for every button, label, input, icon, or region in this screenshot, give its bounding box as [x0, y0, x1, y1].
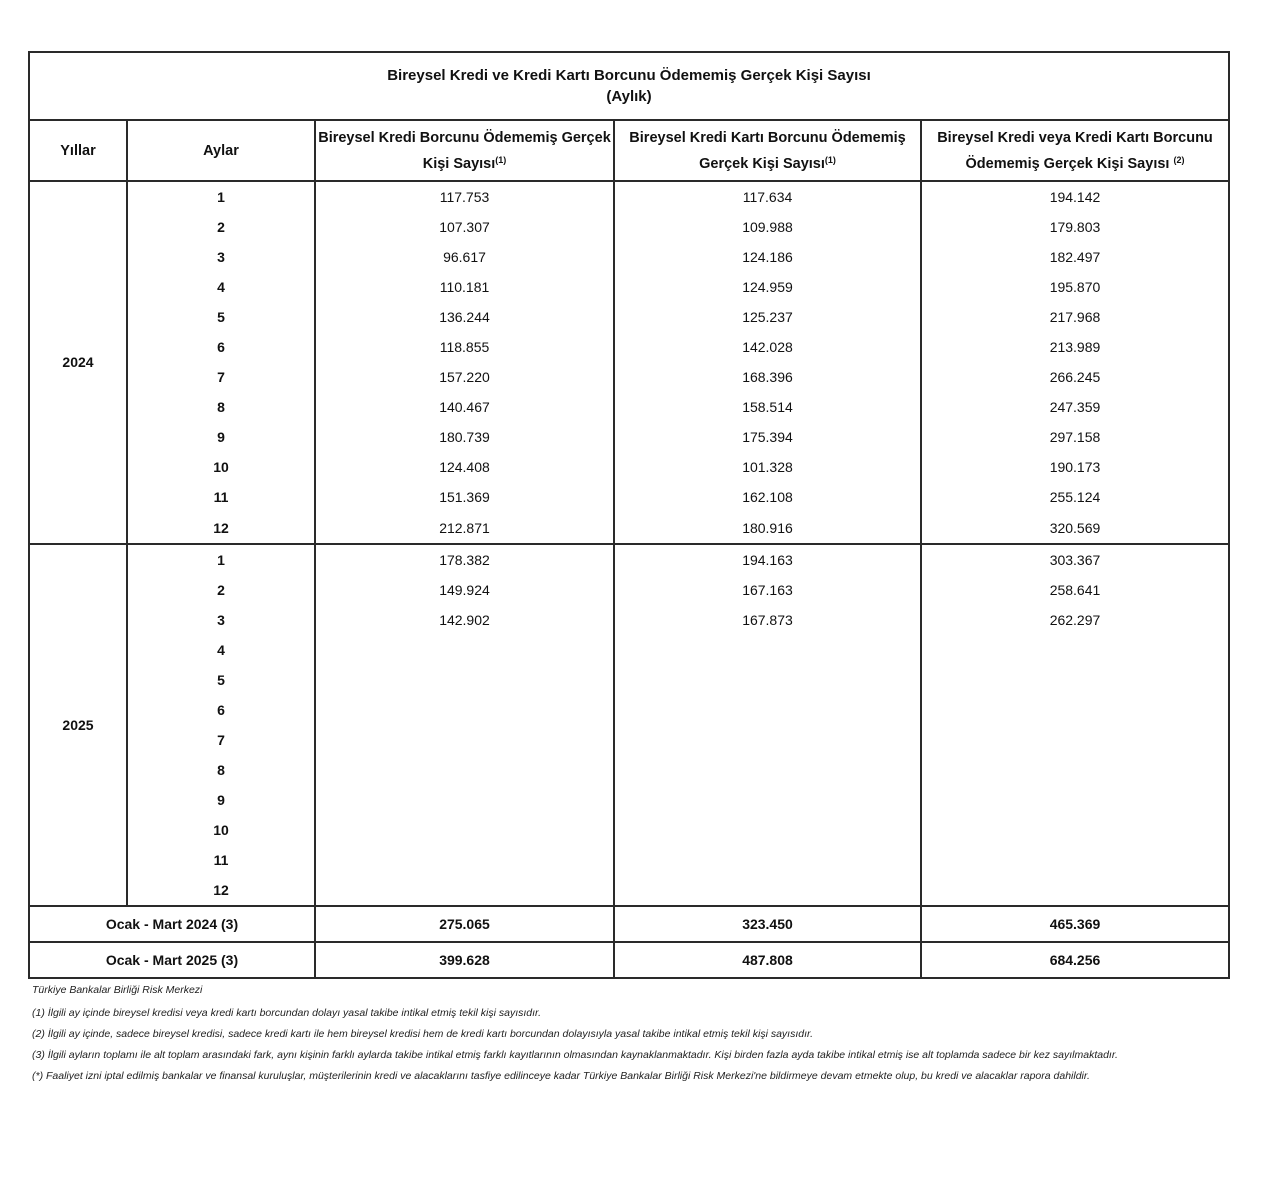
table-cell: 297.158	[1049, 429, 1101, 446]
table-cell: 195.870	[1049, 279, 1101, 296]
total-value: 465.369	[921, 906, 1229, 942]
table-cell: 258.641	[1049, 581, 1101, 598]
month-column	[127, 544, 315, 907]
table-cell: 217.968	[1049, 309, 1101, 326]
table-cell: 124.408	[439, 459, 490, 476]
month-number: 6	[217, 339, 225, 356]
table-cell: 213.989	[1049, 339, 1101, 356]
total-value: 275.065	[315, 906, 614, 942]
total-value: 487.808	[614, 942, 921, 978]
total-value: 399.628	[315, 942, 614, 978]
table-cell: 118.855	[439, 339, 490, 356]
month-number: 3	[217, 249, 225, 266]
table-cell	[922, 635, 1228, 665]
month-number: 1	[217, 189, 225, 205]
table-title-cell	[29, 52, 1229, 120]
total-label: Ocak - Mart 2024 (3)	[29, 906, 315, 942]
month-number: 8	[217, 761, 225, 778]
source-note: Türkiye Bankalar Birliği Risk Merkezi	[32, 984, 203, 996]
value-column-c3	[921, 544, 1229, 907]
header-years: Yıllar	[29, 120, 127, 181]
table-cell	[316, 845, 613, 875]
value-column-c1	[315, 181, 614, 544]
header-col1-footnote: (1)	[495, 154, 507, 165]
header-col2-footnote: (1)	[824, 154, 836, 165]
table-cell: 303.367	[1049, 551, 1101, 568]
value-column-c2	[614, 181, 921, 544]
table-cell	[615, 635, 920, 665]
table-cell: 149.924	[439, 581, 490, 598]
table-cell: 266.245	[1049, 369, 1101, 386]
header-col2-label: Bireysel Kredi Kartı Borcunu Ödememiş Gerçek Kişi Sayısı	[629, 129, 906, 172]
month-number: 5	[217, 671, 225, 688]
table-cell: 124.959	[742, 279, 793, 296]
total-value: 323.450	[614, 906, 921, 942]
table-cell: 158.514	[742, 399, 793, 416]
month-number: 4	[217, 641, 225, 658]
year-label: 2024	[29, 181, 127, 544]
table-cell: 157.220	[439, 369, 490, 386]
table-cell: 142.902	[439, 611, 490, 628]
table-cell: 180.916	[742, 519, 793, 536]
table-cell: 175.394	[742, 429, 793, 446]
table-cell	[316, 665, 613, 695]
month-number: 6	[217, 701, 225, 718]
value-column-c1	[315, 544, 614, 907]
table-cell: 117.634	[742, 189, 793, 205]
footnote-2: (2) İlgili ay içinde, sadece bireysel kredisi, sadece kredi kartı ile hem bireysel kredisi hem de kredi kartı borcundan dolayısıyla yasal takibe intikal etmiş tekil kişi sayısıdır.	[32, 1028, 814, 1040]
table-cell	[615, 815, 920, 845]
table-cell	[316, 635, 613, 665]
table-cell: 194.142	[1049, 189, 1101, 205]
header-col1	[315, 120, 614, 181]
month-number: 9	[217, 429, 225, 446]
table-cell	[316, 815, 613, 845]
table-title: Bireysel Kredi ve Kredi Kartı Borcunu Ödememiş Gerçek Kişi Sayısı	[387, 67, 871, 84]
table-cell	[922, 665, 1228, 695]
table-cell	[615, 875, 920, 905]
table-cell: 255.124	[1049, 489, 1101, 506]
table-cell	[922, 725, 1228, 755]
table-subtitle: (Aylık)	[606, 88, 652, 105]
table-cell: 212.871	[439, 519, 490, 536]
table-cell: 142.028	[742, 339, 793, 356]
footnote-4: (*) Faaliyet izni iptal edilmiş bankalar ve finansal kuruluşlar, müşterilerinin kredi ve alacaklarını tasfiye edilinceye kadar Türkiye Bankalar Birliği Risk Merkezi'ne bildirmeye devam etmekte olup, bu kredi ve alacaklar rapora dahildir.	[32, 1070, 1090, 1082]
total-row	[29, 906, 1229, 942]
value-column-c2	[614, 544, 921, 907]
table-cell: 151.369	[439, 489, 490, 506]
header-months: Aylar	[127, 120, 315, 181]
table-cell	[922, 755, 1228, 785]
table-cell: 190.173	[1049, 459, 1101, 476]
table-cell	[316, 785, 613, 815]
month-number: 11	[213, 852, 229, 869]
table-cell: 124.186	[742, 249, 793, 266]
header-col2	[614, 120, 921, 181]
header-col1-label: Bireysel Kredi Borcunu Ödememiş Gerçek Kişi Sayısı	[318, 129, 611, 172]
table-cell: 262.297	[1049, 611, 1101, 628]
table-cell: 320.569	[1049, 519, 1101, 536]
month-column	[127, 181, 315, 544]
total-row	[29, 942, 1229, 978]
table-cell	[615, 725, 920, 755]
table-cell	[615, 755, 920, 785]
month-number: 2	[217, 581, 225, 598]
table-cell: 178.382	[439, 551, 490, 568]
table-cell	[922, 815, 1228, 845]
table-cell: 110.181	[439, 279, 490, 296]
data-table	[28, 51, 1230, 979]
table-cell: 125.237	[742, 309, 793, 326]
table-cell: 168.396	[742, 369, 793, 386]
table-cell: 140.467	[439, 399, 490, 416]
table-cell: 117.753	[439, 189, 490, 205]
footnote-3: (3) İlgili ayların toplamı ile alt toplam arasındaki fark, aynı kişinin farklı aylarda takibe intikal etmiş farklı kayıtlarının olmasından kaynaklanmaktadır. Kişi birden fazla ayda takibe intikal etmiş ise alt toplamda sadece bir kez sayılmaktadır.	[32, 1049, 1118, 1061]
table-cell: 180.739	[439, 429, 490, 446]
table-cell: 167.163	[742, 581, 793, 598]
month-number: 9	[217, 791, 225, 808]
total-label: Ocak - Mart 2025 (3)	[29, 942, 315, 978]
month-number: 4	[217, 279, 225, 296]
year-block-2024	[29, 181, 1229, 544]
year-block-2025	[29, 544, 1229, 907]
table-cell	[922, 875, 1228, 905]
table-cell	[316, 875, 613, 905]
footnotes	[32, 983, 1222, 1090]
month-number: 12	[213, 519, 229, 536]
table-cell: 247.359	[1049, 399, 1101, 416]
table-cell: 182.497	[1049, 249, 1101, 266]
table-cell	[316, 725, 613, 755]
table-cell	[316, 695, 613, 725]
month-number: 7	[217, 731, 225, 748]
table-cell	[615, 785, 920, 815]
table-cell: 167.873	[742, 611, 793, 628]
month-number: 8	[217, 399, 225, 416]
header-col3-label: Bireysel Kredi veya Kredi Kartı Borcunu Ödememiş Gerçek Kişi Sayısı	[937, 129, 1213, 172]
footnote-1: (1) İlgili ay içinde bireysel kredisi veya kredi kartı borcundan dolayı yasal takibe intikal etmiş tekil kişi sayısıdır.	[32, 1007, 542, 1019]
table-cell	[922, 785, 1228, 815]
header-col3-footnote: (2)	[1173, 154, 1185, 165]
month-number: 2	[217, 219, 225, 236]
table-cell: 136.244	[439, 309, 490, 326]
month-number: 5	[217, 309, 225, 326]
year-label: 2025	[29, 544, 127, 907]
month-number: 1	[217, 551, 225, 568]
total-value: 684.256	[921, 942, 1229, 978]
table-cell: 101.328	[742, 459, 793, 476]
table-cell: 194.163	[742, 551, 793, 568]
table-cell: 179.803	[1049, 219, 1101, 236]
table-cell: 107.307	[439, 219, 490, 236]
header-col3	[921, 120, 1229, 181]
value-column-c3	[921, 181, 1229, 544]
table-cell	[922, 695, 1228, 725]
month-number: 10	[213, 821, 229, 838]
table-cell	[316, 755, 613, 785]
month-number: 7	[217, 369, 225, 386]
month-number: 10	[213, 459, 229, 476]
table-cell	[615, 695, 920, 725]
month-number: 12	[213, 882, 229, 899]
table-cell	[922, 845, 1228, 875]
table-cell: 162.108	[742, 489, 793, 506]
table-cell	[615, 845, 920, 875]
table-cell: 109.988	[742, 219, 793, 236]
table-cell: 96.617	[443, 249, 486, 266]
table-cell	[615, 665, 920, 695]
month-number: 11	[213, 489, 229, 506]
month-number: 3	[217, 611, 225, 628]
